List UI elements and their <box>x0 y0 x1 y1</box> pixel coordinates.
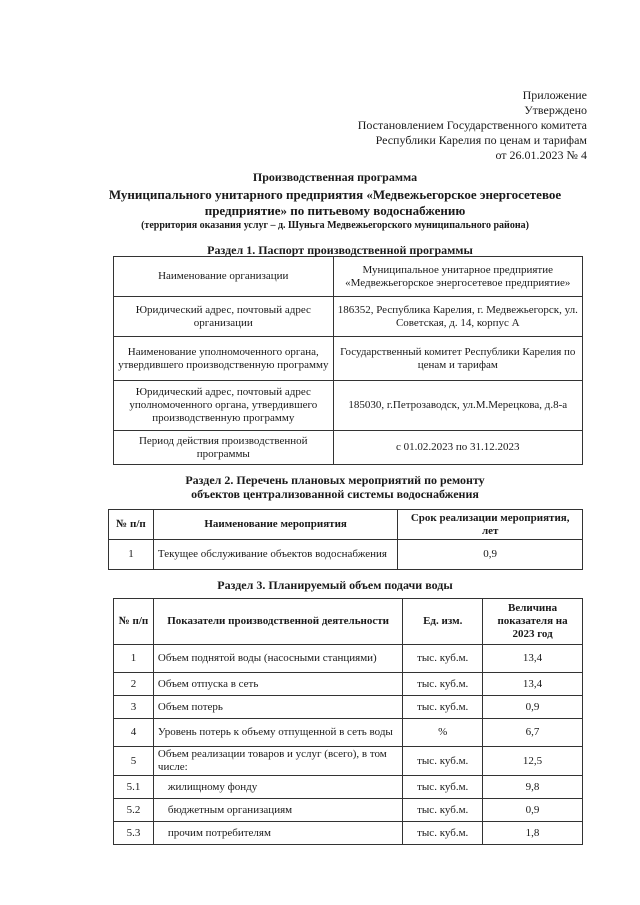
header-line: от 26.01.2023 № 4 <box>495 148 587 162</box>
approval-header <box>358 88 587 163</box>
header-line: Республики Карелия по ценам и тарифам <box>375 133 587 147</box>
table-row <box>109 540 583 570</box>
passport-value: с 01.02.2023 по 31.12.2023 <box>333 431 582 465</box>
table-row <box>114 257 583 297</box>
indicator-value: 12,5 <box>483 747 583 776</box>
header-line: Утверждено <box>524 103 587 117</box>
indicator-value: 13,4 <box>483 645 583 673</box>
indicator-value: 1,8 <box>483 822 583 845</box>
title-line-1: Производственная программа <box>252 170 418 184</box>
header-line: Постановлением Государственного комитета <box>357 118 587 132</box>
indicator-name: бюджетным организациям <box>153 799 402 822</box>
section2-table <box>108 509 583 570</box>
indicator-value: 6,7 <box>483 719 583 747</box>
indicator-value: 0,9 <box>483 696 583 719</box>
row-number: 1 <box>109 540 154 570</box>
column-header: № п/п <box>109 510 154 540</box>
table-row <box>114 673 583 696</box>
section3-title: Раздел 3. Планируемый объем подачи воды <box>217 578 453 592</box>
table-row <box>114 822 583 845</box>
table-row <box>114 645 583 673</box>
document-title <box>100 170 570 232</box>
column-header: Величина показателя на 2023 год <box>483 599 583 645</box>
table-header-row <box>109 510 583 540</box>
indicator-unit: тыс. куб.м. <box>403 747 483 776</box>
table-row <box>114 747 583 776</box>
indicator-unit: тыс. куб.м. <box>403 645 483 673</box>
row-number: 5.3 <box>114 822 154 845</box>
indicator-name: жилищному фонду <box>153 776 402 799</box>
row-number: 2 <box>114 673 154 696</box>
passport-value: Государственный комитет Республики Карелия по ценам и тарифам <box>333 337 582 381</box>
section1-title: Раздел 1. Паспорт производственной программы <box>207 243 473 257</box>
table-row <box>114 799 583 822</box>
indicator-name: Уровень потерь к объему отпущенной в сеть воды <box>153 719 402 747</box>
passport-label: Юридический адрес, почтовый адрес организации <box>114 297 334 337</box>
section3-table <box>113 598 583 845</box>
passport-label: Наименование уполномоченного органа, утвердившего производственную программу <box>114 337 334 381</box>
column-header: Ед. изм. <box>403 599 483 645</box>
row-number: 5.1 <box>114 776 154 799</box>
title-line-3: (территория оказания услуг – д. Шуньга Медвежьегорского муниципального района) <box>141 220 529 231</box>
column-header: Показатели производственной деятельности <box>153 599 402 645</box>
activity-name: Текущее обслуживание объектов водоснабжения <box>153 540 397 570</box>
row-number: 5.2 <box>114 799 154 822</box>
row-number: 5 <box>114 747 154 776</box>
indicator-value: 9,8 <box>483 776 583 799</box>
passport-value: 185030, г.Петрозаводск, ул.М.Мерецкова, д.8-а <box>333 381 582 431</box>
indicator-name: прочим потребителям <box>153 822 402 845</box>
table-row <box>114 719 583 747</box>
indicator-unit: тыс. куб.м. <box>403 822 483 845</box>
indicator-value: 0,9 <box>483 799 583 822</box>
passport-label: Юридический адрес, почтовый адрес уполномоченного органа, утвердившего производственную программу <box>114 381 334 431</box>
title-line-2: Муниципального унитарного предприятия «Медвежьегорское энергосетевое предприятие» по питьевому водоснабжению <box>108 187 562 218</box>
indicator-name: Объем реализации товаров и услуг (всего), в том числе: <box>153 747 402 776</box>
section1-table <box>113 256 583 465</box>
row-number: 4 <box>114 719 154 747</box>
table-row <box>114 776 583 799</box>
indicator-name: Объем отпуска в сеть <box>153 673 402 696</box>
table-row <box>114 431 583 465</box>
indicator-name: Объем поднятой воды (насосными станциями) <box>153 645 402 673</box>
indicator-unit: тыс. куб.м. <box>403 776 483 799</box>
table-row <box>114 297 583 337</box>
table-row <box>114 337 583 381</box>
indicator-value: 13,4 <box>483 673 583 696</box>
table-header-row <box>114 599 583 645</box>
passport-label: Период действия производственной программы <box>114 431 334 465</box>
indicator-name: Объем потерь <box>153 696 402 719</box>
column-header: Наименование мероприятия <box>153 510 397 540</box>
activity-term: 0,9 <box>398 540 583 570</box>
passport-label: Наименование организации <box>114 257 334 297</box>
indicator-unit: тыс. куб.м. <box>403 696 483 719</box>
column-header: № п/п <box>114 599 154 645</box>
row-number: 1 <box>114 645 154 673</box>
table-row <box>114 381 583 431</box>
indicator-unit: % <box>403 719 483 747</box>
passport-value: 186352, Республика Карелия, г. Медвежьегорск, ул. Советская, д. 14, корпус А <box>333 297 582 337</box>
table-row <box>114 696 583 719</box>
column-header: Срок реализации мероприятия, лет <box>398 510 583 540</box>
section2-title: Раздел 2. Перечень плановых мероприятий по ремонту объектов централизованной системы водоснабжения <box>185 473 485 501</box>
passport-value: Муниципальное унитарное предприятие «Медвежьегорское энергосетевое предприятие» <box>333 257 582 297</box>
header-line: Приложение <box>522 88 587 102</box>
indicator-unit: тыс. куб.м. <box>403 799 483 822</box>
indicator-unit: тыс. куб.м. <box>403 673 483 696</box>
row-number: 3 <box>114 696 154 719</box>
